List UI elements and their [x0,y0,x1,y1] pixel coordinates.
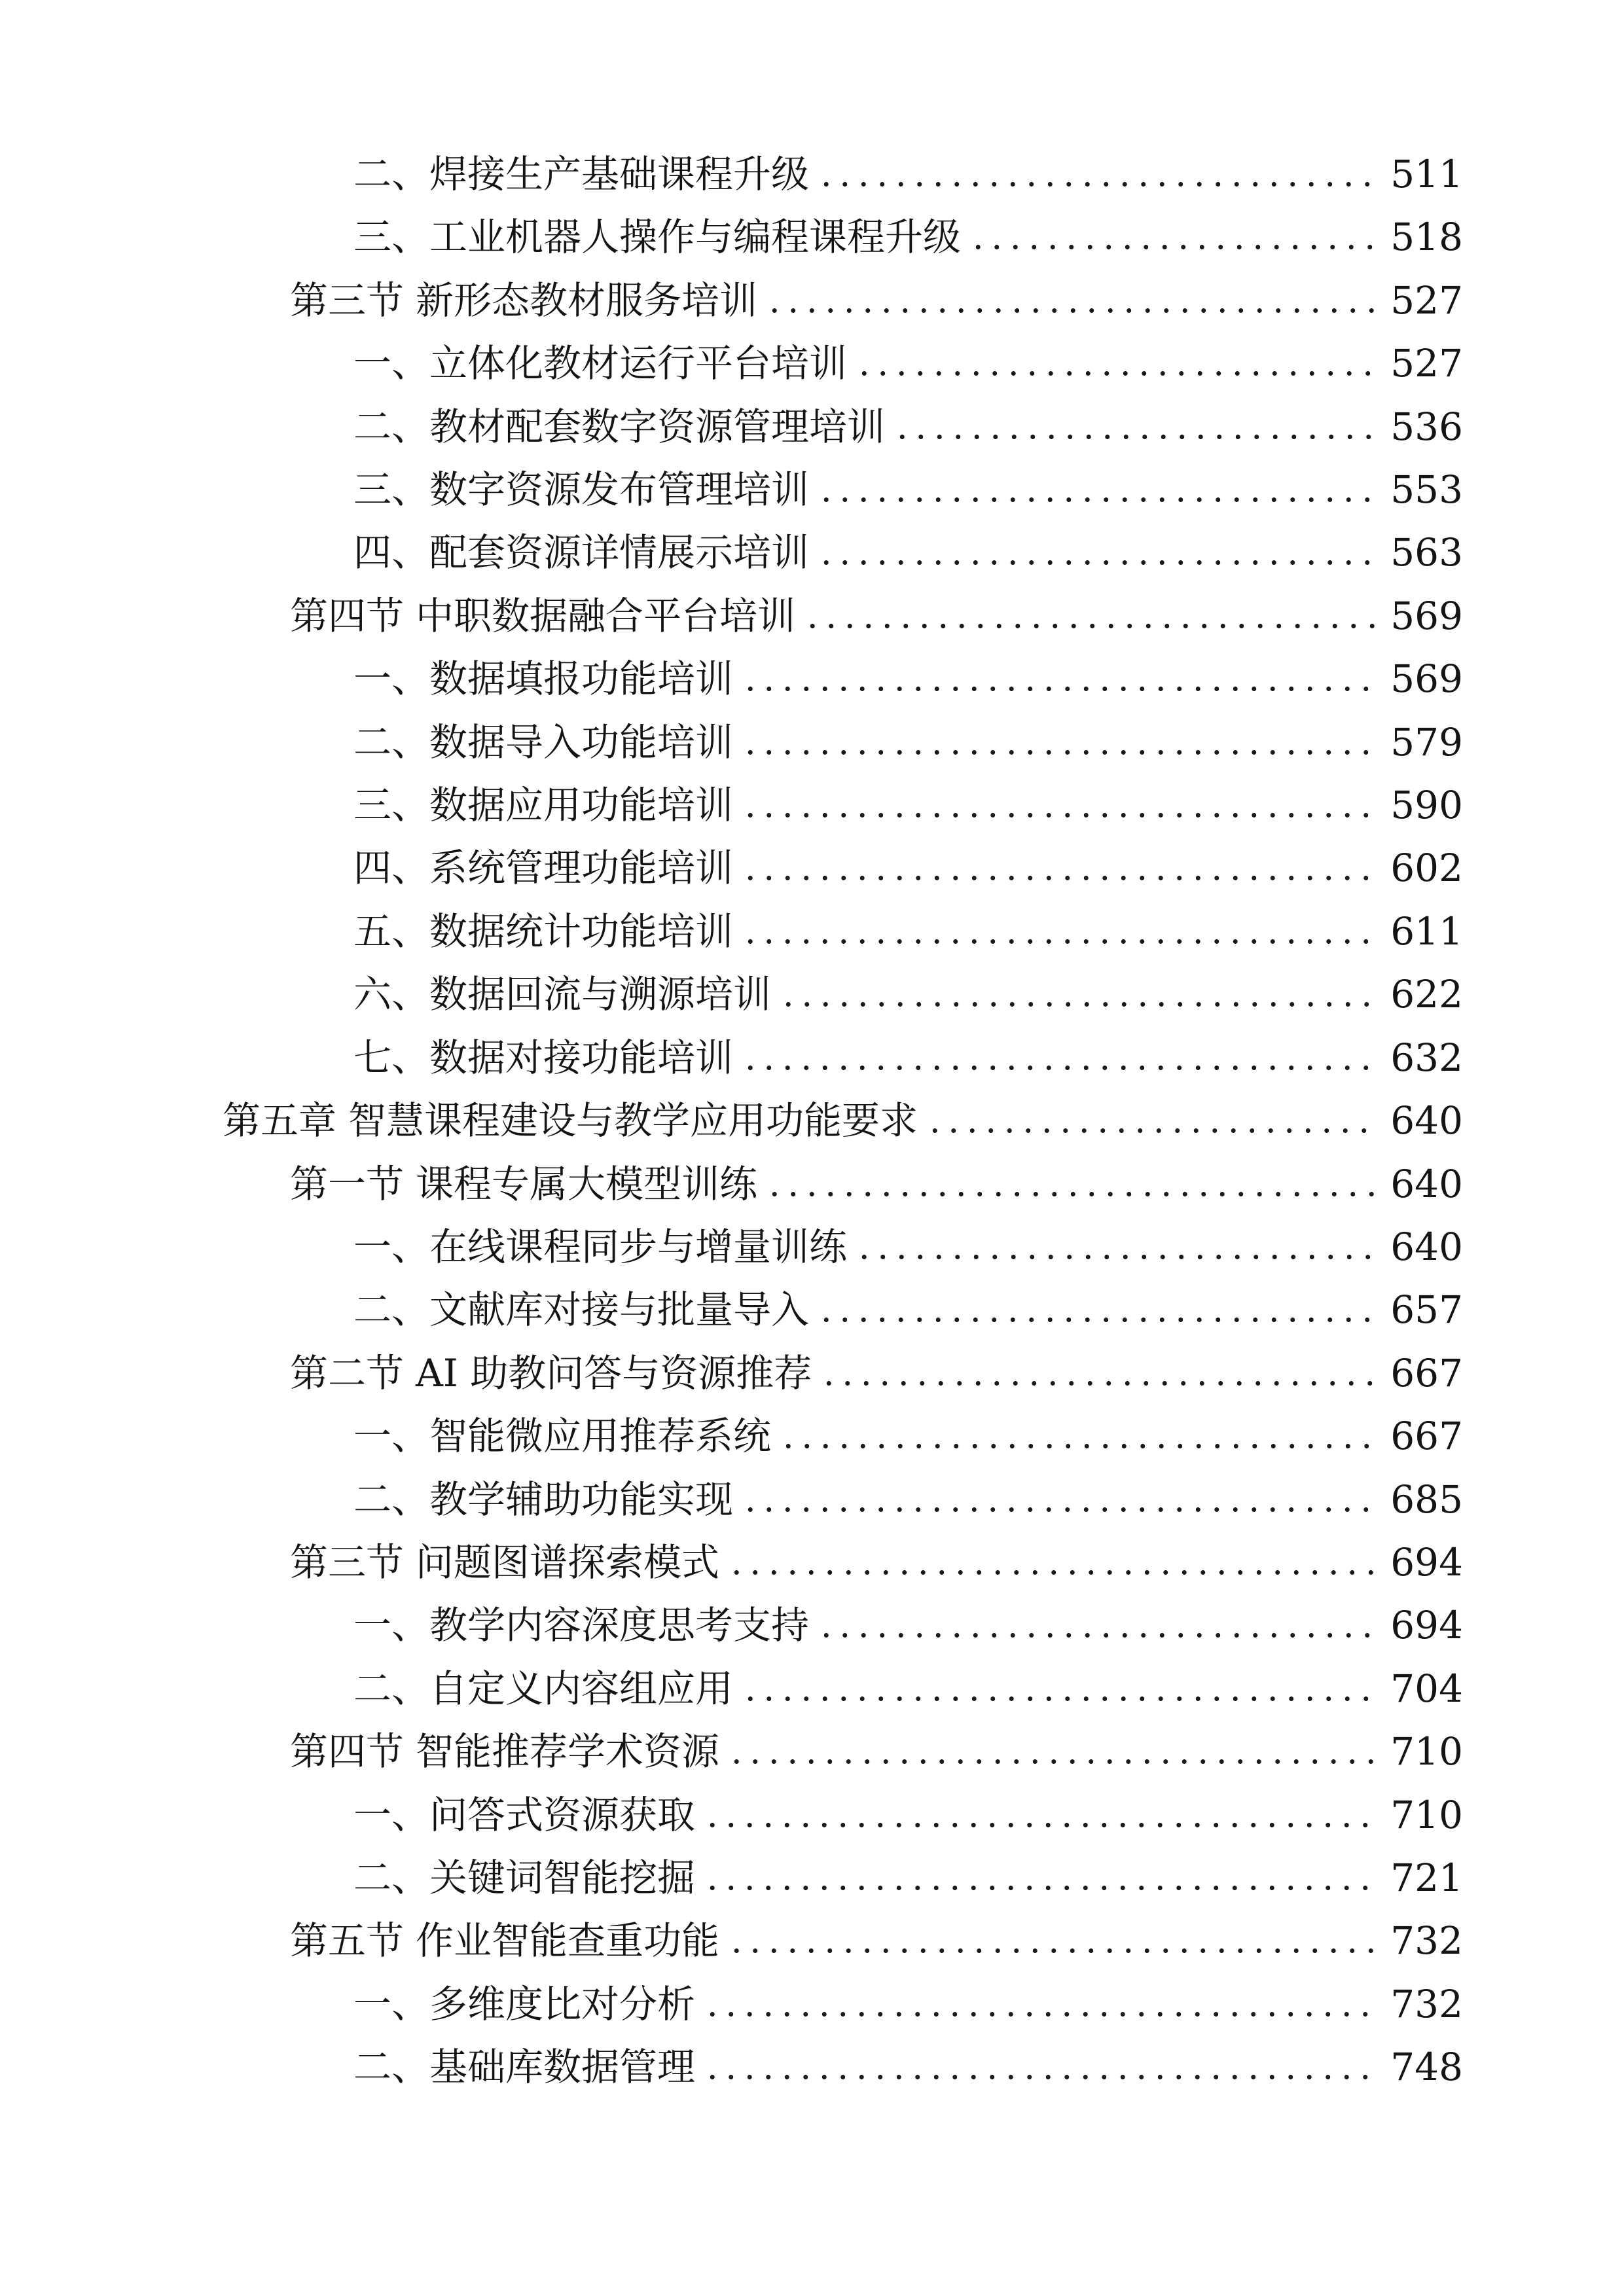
toc-entry-title: 数据填报功能培训 [429,656,734,702]
toc-entry-page-number: 721 [1390,1855,1463,1900]
dot-leader [765,308,1379,314]
dot-leader [803,623,1379,629]
toc-entry-title: 新形态教材服务培训 [416,278,758,323]
toc-entry-page-number: 710 [1390,1792,1463,1837]
toc-entry-title: 教学内容深度思考支持 [429,1603,810,1648]
toc-entry-page-number: 704 [1390,1666,1463,1711]
toc-entry-label: 二、 [353,1477,430,1522]
toc-entry[interactable] [223,1720,1463,1783]
toc-entry[interactable] [223,1594,1463,1657]
toc-entry-page-number: 667 [1390,1414,1463,1459]
toc-entry-label: 第一节 [290,1161,405,1206]
toc-entry-title: 多维度比对分析 [429,1981,696,2026]
toc-entry[interactable] [223,774,1463,836]
toc-entry-page-number: 632 [1390,1035,1463,1080]
toc-entry-label: 第二节 [290,1350,405,1395]
dot-leader [855,370,1379,376]
dot-leader [893,434,1379,440]
dot-leader [741,686,1379,692]
dot-leader [820,1380,1379,1386]
toc-entry-title: 在线课程同步与增量训练 [429,1224,848,1269]
toc-entry[interactable] [223,1342,1463,1405]
toc-entry[interactable] [223,332,1463,395]
toc-entry[interactable] [223,1405,1463,1467]
dot-leader [817,181,1379,187]
toc-entry[interactable] [223,269,1463,332]
dot-leader [741,1065,1379,1071]
dot-leader [703,2074,1379,2080]
toc-entry-label: 三、 [353,467,430,512]
toc-entry-label: 一、 [353,1224,430,1269]
toc-entry-label: 第三节 [290,278,405,323]
dot-leader [741,749,1379,755]
toc-entry-page-number: 511 [1390,152,1463,196]
toc-entry[interactable] [223,963,1463,1026]
toc-entry-title: 自定义内容组应用 [429,1666,734,1711]
toc-entry-page-number: 694 [1390,1539,1463,1585]
dot-leader [779,1443,1379,1449]
toc-entry-label: 第五章 [223,1098,337,1143]
toc-entry-label: 二、 [353,1287,430,1333]
dot-leader [727,1759,1379,1765]
dot-leader [855,1254,1379,1260]
toc-entry[interactable] [223,1531,1463,1594]
toc-entry[interactable] [223,584,1463,647]
toc-entry[interactable] [223,1784,1463,1846]
toc-entry-label: 二、 [353,1666,430,1711]
toc-entry-title: 智能微应用推荐系统 [429,1414,772,1459]
toc-entry[interactable] [223,1153,1463,1215]
toc-entry-page-number: 732 [1390,1981,1463,2026]
toc-entry[interactable] [223,1909,1463,1972]
toc-entry-title: 系统管理功能培训 [429,846,734,891]
toc-entry-page-number: 611 [1390,908,1463,954]
toc-entry-page-number: 694 [1390,1603,1463,1648]
toc-entry-label: 二、 [353,719,430,764]
dot-leader [817,1632,1379,1638]
dot-leader [926,1128,1379,1134]
toc-entry-page-number: 569 [1390,593,1463,638]
toc-entry-page-number: 640 [1390,1224,1463,1269]
toc-entry-label: 三、 [353,215,430,260]
dot-leader [817,1317,1379,1323]
toc-entry-title: 焊接生产基础课程升级 [429,152,810,196]
toc-entry[interactable] [223,900,1463,963]
toc-entry-page-number: 667 [1390,1350,1463,1395]
toc-entry-label: 一、 [353,656,430,702]
toc-entry[interactable] [223,1089,1463,1152]
dot-leader [741,1696,1379,1702]
toc-entry-page-number: 553 [1390,467,1463,512]
toc-entry-label: 三、 [353,783,430,828]
toc-entry-label: 四、 [353,846,430,891]
toc-entry-title: 问答式资源获取 [429,1792,696,1837]
toc-entry-label: 一、 [353,1981,430,2026]
dot-leader [741,939,1379,944]
toc-entry[interactable] [223,1468,1463,1531]
toc-entry[interactable] [223,2036,1463,2098]
toc-entry-page-number: 748 [1390,2045,1463,2090]
dot-leader [703,1885,1379,1891]
toc-entry-label: 五、 [353,908,430,954]
toc-entry-label: 一、 [353,1414,430,1459]
toc-entry-page-number: 732 [1390,1918,1463,1964]
dot-leader [741,1507,1379,1513]
dot-leader [727,1570,1379,1575]
toc-entry-title: 智慧课程建设与教学应用功能要求 [348,1098,918,1143]
toc-entry[interactable] [223,647,1463,710]
toc-entry-title: 数据回流与溯源培训 [429,972,772,1017]
toc-entry-label: 七、 [353,1035,430,1080]
toc-entry[interactable] [223,143,1463,206]
toc-entry-title: 问题图谱探索模式 [416,1539,720,1585]
toc-entry-label: 二、 [353,2045,430,2090]
toc-entry-title: 文献库对接与批量导入 [429,1287,810,1333]
toc-entry-page-number: 579 [1390,719,1463,764]
toc-entry-title: 立体化教材运行平台培训 [429,341,848,386]
toc-entry-label: 二、 [353,152,430,196]
toc-entry-title: 中职数据融合平台培训 [416,593,796,638]
toc-entry[interactable] [223,1278,1463,1341]
toc-entry-page-number: 536 [1390,404,1463,449]
toc-entry-page-number: 710 [1390,1729,1463,1774]
toc-entry-page-number: 602 [1390,846,1463,891]
dot-leader [817,560,1379,565]
toc-entry-page-number: 518 [1390,215,1463,260]
toc-entry[interactable] [223,1026,1463,1089]
toc-entry-title: 配套资源详情展示培训 [429,530,810,575]
dot-leader [703,1822,1379,1828]
dot-leader [741,812,1379,818]
dot-leader [969,244,1379,250]
toc-entry[interactable] [223,1973,1463,2036]
toc-entry-page-number: 622 [1390,972,1463,1017]
toc-entry-label: 二、 [353,1855,430,1900]
toc-entry-label: 六、 [353,972,430,1017]
toc-entry-title: 数据导入功能培训 [429,719,734,764]
toc-entry-page-number: 527 [1390,278,1463,323]
toc-entry-page-number: 569 [1390,656,1463,702]
toc-entry-title: 基础库数据管理 [429,2045,696,2090]
toc-entry-title: 教材配套数字资源管理培训 [429,404,886,449]
toc-entry[interactable] [223,206,1463,268]
toc-entry-title: 智能推荐学术资源 [416,1729,720,1774]
toc-entry-page-number: 527 [1390,341,1463,386]
toc-entry[interactable] [223,1657,1463,1720]
toc-entry-page-number: 563 [1390,530,1463,575]
toc-entry-title: 作业智能查重功能 [416,1918,720,1964]
toc-entry[interactable] [223,1215,1463,1278]
toc-entry[interactable] [223,836,1463,899]
toc-entry-title: 关键词智能挖掘 [429,1855,696,1900]
toc-entry-title: AI 助教问答与资源推荐 [416,1350,812,1395]
toc-entry[interactable] [223,711,1463,774]
toc-entry-label: 一、 [353,1603,430,1648]
toc-entry-title: 工业机器人操作与编程课程升级 [429,215,962,260]
toc-entry-label: 四、 [353,530,430,575]
dot-leader [741,875,1379,881]
toc-entry[interactable] [223,458,1463,521]
dot-leader [817,497,1379,503]
toc-entry-page-number: 657 [1390,1287,1463,1333]
toc-entry-title: 数据应用功能培训 [429,783,734,828]
toc-entry[interactable] [223,521,1463,584]
toc-entry-page-number: 590 [1390,783,1463,828]
toc-entry-label: 第三节 [290,1539,405,1585]
toc-entry[interactable] [223,395,1463,458]
toc-entry-label: 第四节 [290,1729,405,1774]
toc-entry-label: 一、 [353,341,430,386]
toc-entry-title: 数据对接功能培训 [429,1035,734,1080]
toc-entry-title: 教学辅助功能实现 [429,1477,734,1522]
toc-entry-title: 课程专属大模型训练 [416,1161,758,1206]
toc-entry-title: 数字资源发布管理培训 [429,467,810,512]
toc-entry-label: 二、 [353,404,430,449]
toc-entry-label: 一、 [353,1792,430,1837]
toc-entry-page-number: 640 [1390,1098,1463,1143]
toc-entry-label: 第四节 [290,593,405,638]
toc-entry-page-number: 640 [1390,1161,1463,1206]
toc-entry[interactable] [223,1846,1463,1909]
toc-entry-title: 数据统计功能培训 [429,908,734,954]
toc-entry-page-number: 685 [1390,1477,1463,1522]
dot-leader [765,1191,1379,1197]
dot-leader [779,1001,1379,1007]
dot-leader [703,2011,1379,2017]
toc-entry-label: 第五节 [290,1918,405,1964]
dot-leader [727,1948,1379,1954]
